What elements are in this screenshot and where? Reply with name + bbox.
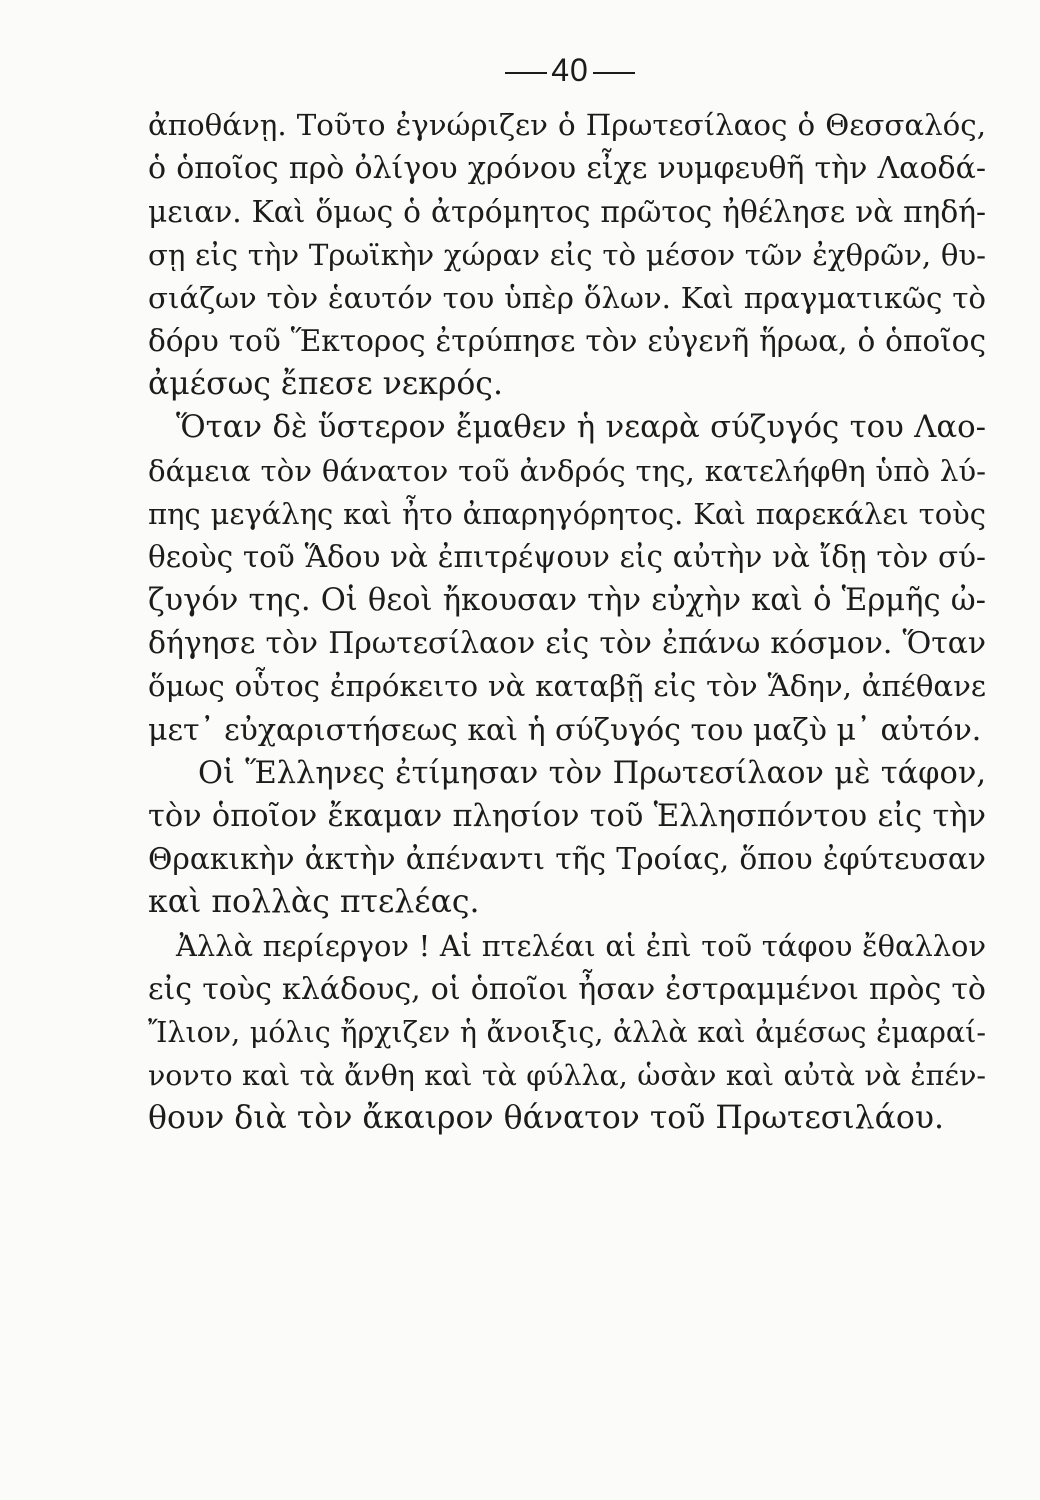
- text-line: σῃ εἰς τὴν Τρωϊκὴν χώραν εἰς τὸ μέσον τῶν ἐχθρῶν, θυ-: [148, 237, 986, 272]
- text-line: Οἱ Ἕλληνες ἐτίμησαν τὸν Πρωτεσίλαον μὲ τάφον,: [198, 755, 986, 791]
- page-number-right-dash: [593, 72, 635, 74]
- text-line: δήγησε τὸν Πρωτεσίλαον εἰς τὸν ἐπάνω κόσμον. Ὅταν: [148, 626, 986, 662]
- text-line: θουν διὰ τὸν ἄκαιρον θάνατον τοῦ Πρωτεσιλάου.: [148, 1100, 945, 1137]
- text-line: τὸν ὁποῖον ἔκαμαν πλησίον τοῦ Ἑλλησπόντου εἰς τὴν: [148, 799, 986, 834]
- page-number-value: 40: [551, 52, 589, 88]
- text-line: Ὅταν δὲ ὕστερον ἔμαθεν ἡ νεαρὰ σύζυγός του Λαο-: [176, 409, 986, 446]
- text-line: σιάζων τὸν ἑαυτόν του ὑπὲρ ὅλων. Καὶ πραγματικῶς τὸ: [148, 280, 986, 315]
- text-line: δόρυ τοῦ Ἕκτορος ἐτρύπησε τὸν εὐγενῆ ἥρωα, ὁ ὁποῖος: [148, 323, 986, 358]
- text-line: καὶ πολλὰς πτελέας.: [148, 884, 480, 921]
- text-line: ἀμέσως ἔπεσε νεκρός.: [148, 366, 503, 403]
- text-line: εἰς τοὺς κλάδους, οἱ ὁποῖοι ἦσαν ἐστραμμένοι πρὸς τὸ: [148, 971, 986, 1007]
- text-line: Ἀλλὰ περίεργον ! Αἱ πτελέαι αἱ ἐπὶ τοῦ τάφου ἔθαλλον: [176, 928, 986, 963]
- text-line: ζυγόν της. Οἱ θεοὶ ἤκουσαν τὴν εὐχὴν καὶ ὁ Ἑρμῆς ὠ-: [148, 583, 986, 619]
- text-line: ὁ ὁποῖος πρὸ ὀλίγου χρόνου εἶχε νυμφευθῆ τὴν Λαοδά-: [148, 151, 986, 187]
- text-line: ἀποθάνῃ. Τοῦτο ἐγνώριζεν ὁ Πρωτεσίλαος ὁ Θεσσαλός,: [148, 108, 986, 142]
- body-text: [148, 104, 986, 1141]
- text-line: θεοὺς τοῦ Ἅδου νὰ ἐπιτρέψουν εἰς αὐτὴν νὰ ἴδῃ τὸν σύ-: [148, 539, 986, 574]
- page-number: [0, 52, 1040, 89]
- text-line: μετ᾽ εὐχαριστήσεως καὶ ἡ σύζυγός του μαζὺ μ᾽ αὐτόν.: [148, 712, 982, 748]
- text-line: Ἴλιον, μόλις ἤρχιζεν ἡ ἄνοιξις, ἀλλὰ καὶ ἀμέσως ἐμαραί-: [148, 1015, 986, 1049]
- text-line: Θρακικὴν ἀκτὴν ἀπέναντι τῆς Τροίας, ὅπου ἐφύτευσαν: [148, 842, 986, 878]
- text-line: μειαν. Καὶ ὅμως ὁ ἀτρόμητος πρῶτος ἠθέλησε νὰ πηδή-: [148, 194, 986, 230]
- text-line: πης μεγάλης καὶ ἦτο ἀπαρηγόρητος. Καὶ παρεκάλει τοὺς: [148, 496, 986, 531]
- text-line: ὅμως οὗτος ἐπρόκειτο νὰ καταβῇ εἰς τὸν Ἅδην, ἀπέθανε: [148, 669, 986, 704]
- text-line: νοντο καὶ τὰ ἄνθη καὶ τὰ φύλλα, ὡσὰν καὶ αὐτὰ νὰ ἐπέν-: [148, 1059, 986, 1093]
- text-line: δάμεια τὸν θάνατον τοῦ ἀνδρός της, κατελήφθη ὑπὸ λύ-: [148, 453, 986, 488]
- page-number-left-dash: [505, 72, 547, 74]
